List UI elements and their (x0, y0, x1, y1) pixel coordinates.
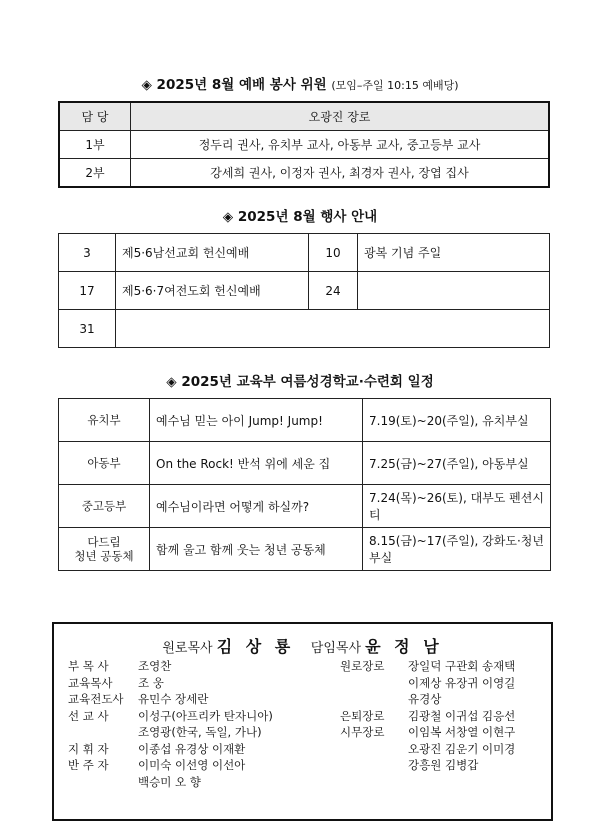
list-item (68, 708, 273, 725)
staff-heading (54, 634, 551, 657)
event-name (116, 310, 550, 348)
staff-role: 시무장로 (340, 725, 385, 739)
edu-schedule: 7.24(목)~26(토), 대부도 펜션시티 (363, 485, 551, 528)
staff-names: 유경상 (408, 692, 442, 706)
edu-dept: 중고등부 (59, 485, 150, 528)
duty-header-label: 담 당 (59, 102, 131, 131)
staff-names: 유민수 장세란 (138, 692, 209, 706)
lead-pastor-name: 윤 정 남 (365, 637, 443, 656)
staff-box (52, 622, 553, 821)
table-row (59, 485, 551, 528)
list-item (68, 724, 273, 741)
list-item (68, 741, 273, 758)
lead-pastor-label: 담임목사 (310, 641, 361, 656)
staff-role (340, 691, 408, 708)
duty-table (58, 101, 550, 188)
list-item (68, 757, 273, 774)
list-item (340, 708, 515, 725)
event-name: 제5·6·7여전도회 헌신예배 (116, 272, 309, 310)
staff-role: 교육목사 (68, 675, 113, 690)
list-item (340, 741, 515, 758)
senior-pastor-name: 김 상 룡 (216, 637, 295, 656)
event-name: 제5·6남선교회 헌신예배 (116, 234, 309, 272)
edu-theme: 예수님 믿는 아이 Jump! Jump! (150, 399, 363, 442)
edu-dept: 다드림 청년 공동체 (59, 528, 150, 571)
event-date: 17 (59, 272, 116, 310)
staff-names: 장일덕 구관회 송재택 (408, 659, 516, 673)
staff-names: 조영광(한국, 독일, 가나) (138, 725, 262, 739)
table-row (59, 442, 551, 485)
table-row (59, 234, 550, 272)
edu-schedule: 7.19(토)~20(주일), 유치부실 (363, 399, 551, 442)
staff-role: 선 교 사 (68, 708, 109, 723)
staff-role: 지 휘 자 (68, 741, 109, 756)
list-item (340, 675, 515, 692)
staff-names: 백승미 오 향 (138, 774, 201, 789)
senior-pastor-label: 원로목사 (162, 641, 213, 656)
table-row (59, 131, 549, 159)
staff-role (68, 724, 138, 741)
events-title: ◈ 2025년 8월 행사 안내 (222, 209, 378, 225)
staff-role: 교육전도사 (68, 692, 124, 706)
list-item (340, 724, 515, 741)
edu-schedule: 7.25(금)~27(주일), 아동부실 (363, 442, 551, 485)
staff-names: 이성구(아프리카 탄자니아) (138, 708, 273, 723)
event-date: 10 (309, 234, 358, 272)
list-item (68, 675, 273, 692)
staff-names: 이종섭 유경상 이재환 (138, 741, 246, 756)
event-date: 24 (309, 272, 358, 310)
event-name (358, 272, 550, 310)
events-table (58, 233, 550, 348)
edu-title: ◈ 2025년 교육부 여름성경학교·수련회 일정 (166, 374, 434, 390)
staff-role (340, 741, 408, 758)
edu-schedule: 8.15(금)~17(주일), 강화도·청년부실 (363, 528, 551, 571)
list-item (68, 774, 273, 791)
duty-row-label: 2부 (59, 159, 131, 188)
duty-header-value: 오광진 장로 (131, 102, 550, 131)
event-name: 광복 기념 주일 (358, 234, 550, 272)
staff-names: 이임복 서창열 이현구 (408, 725, 516, 739)
staff-names: 오광진 김운기 이미경 (408, 741, 516, 756)
staff-names: 강흥원 김병갑 (408, 758, 479, 772)
staff-role: 은퇴장로 (340, 708, 385, 723)
staff-role (340, 757, 408, 774)
edu-dept: 유치부 (59, 399, 150, 442)
duty-title: ◈ 2025년 8월 예배 봉사 위원 (모임–주일 10:15 예배당) (141, 77, 459, 93)
list-item (340, 658, 515, 675)
table-row (59, 159, 549, 188)
list-item (68, 691, 273, 708)
table-row (59, 310, 550, 348)
edu-theme: On the Rock! 반석 위에 세운 집 (150, 442, 363, 485)
edu-dept: 아동부 (59, 442, 150, 485)
staff-role: 원로장로 (340, 659, 385, 673)
staff-role: 부 목 사 (68, 659, 109, 673)
edu-theme: 함께 울고 함께 웃는 청년 공동체 (150, 528, 363, 571)
staff-names: 김광철 이귀섭 김응선 (408, 708, 516, 723)
duty-row-value: 강세희 권사, 이정자 권사, 최경자 권사, 장엽 집사 (131, 159, 550, 188)
staff-role (68, 774, 138, 791)
staff-role (340, 675, 408, 692)
table-row (59, 528, 551, 571)
duty-subtitle: (모임–주일 10:15 예배당) (331, 79, 459, 92)
staff-left-column (68, 658, 273, 790)
list-item (340, 691, 515, 708)
table-row (59, 272, 550, 310)
staff-right-column (340, 658, 515, 774)
duty-row-value: 정두리 권사, 유치부 교사, 아동부 교사, 중고등부 교사 (131, 131, 550, 159)
duty-row-label: 1부 (59, 131, 131, 159)
staff-role: 반 주 자 (68, 758, 109, 772)
table-row (59, 399, 551, 442)
event-date: 31 (59, 310, 116, 348)
staff-names: 조 웅 (138, 675, 164, 690)
duty-header-row (59, 102, 549, 131)
staff-names: 이미숙 이선영 이선아 (138, 758, 246, 772)
list-item (340, 757, 515, 774)
staff-names: 조영찬 (138, 659, 172, 673)
edu-theme: 예수님이라면 어떻게 하실까? (150, 485, 363, 528)
edu-table (58, 398, 551, 571)
staff-names: 이제상 유장귀 이영길 (408, 675, 516, 690)
list-item (68, 658, 273, 675)
event-date: 3 (59, 234, 116, 272)
